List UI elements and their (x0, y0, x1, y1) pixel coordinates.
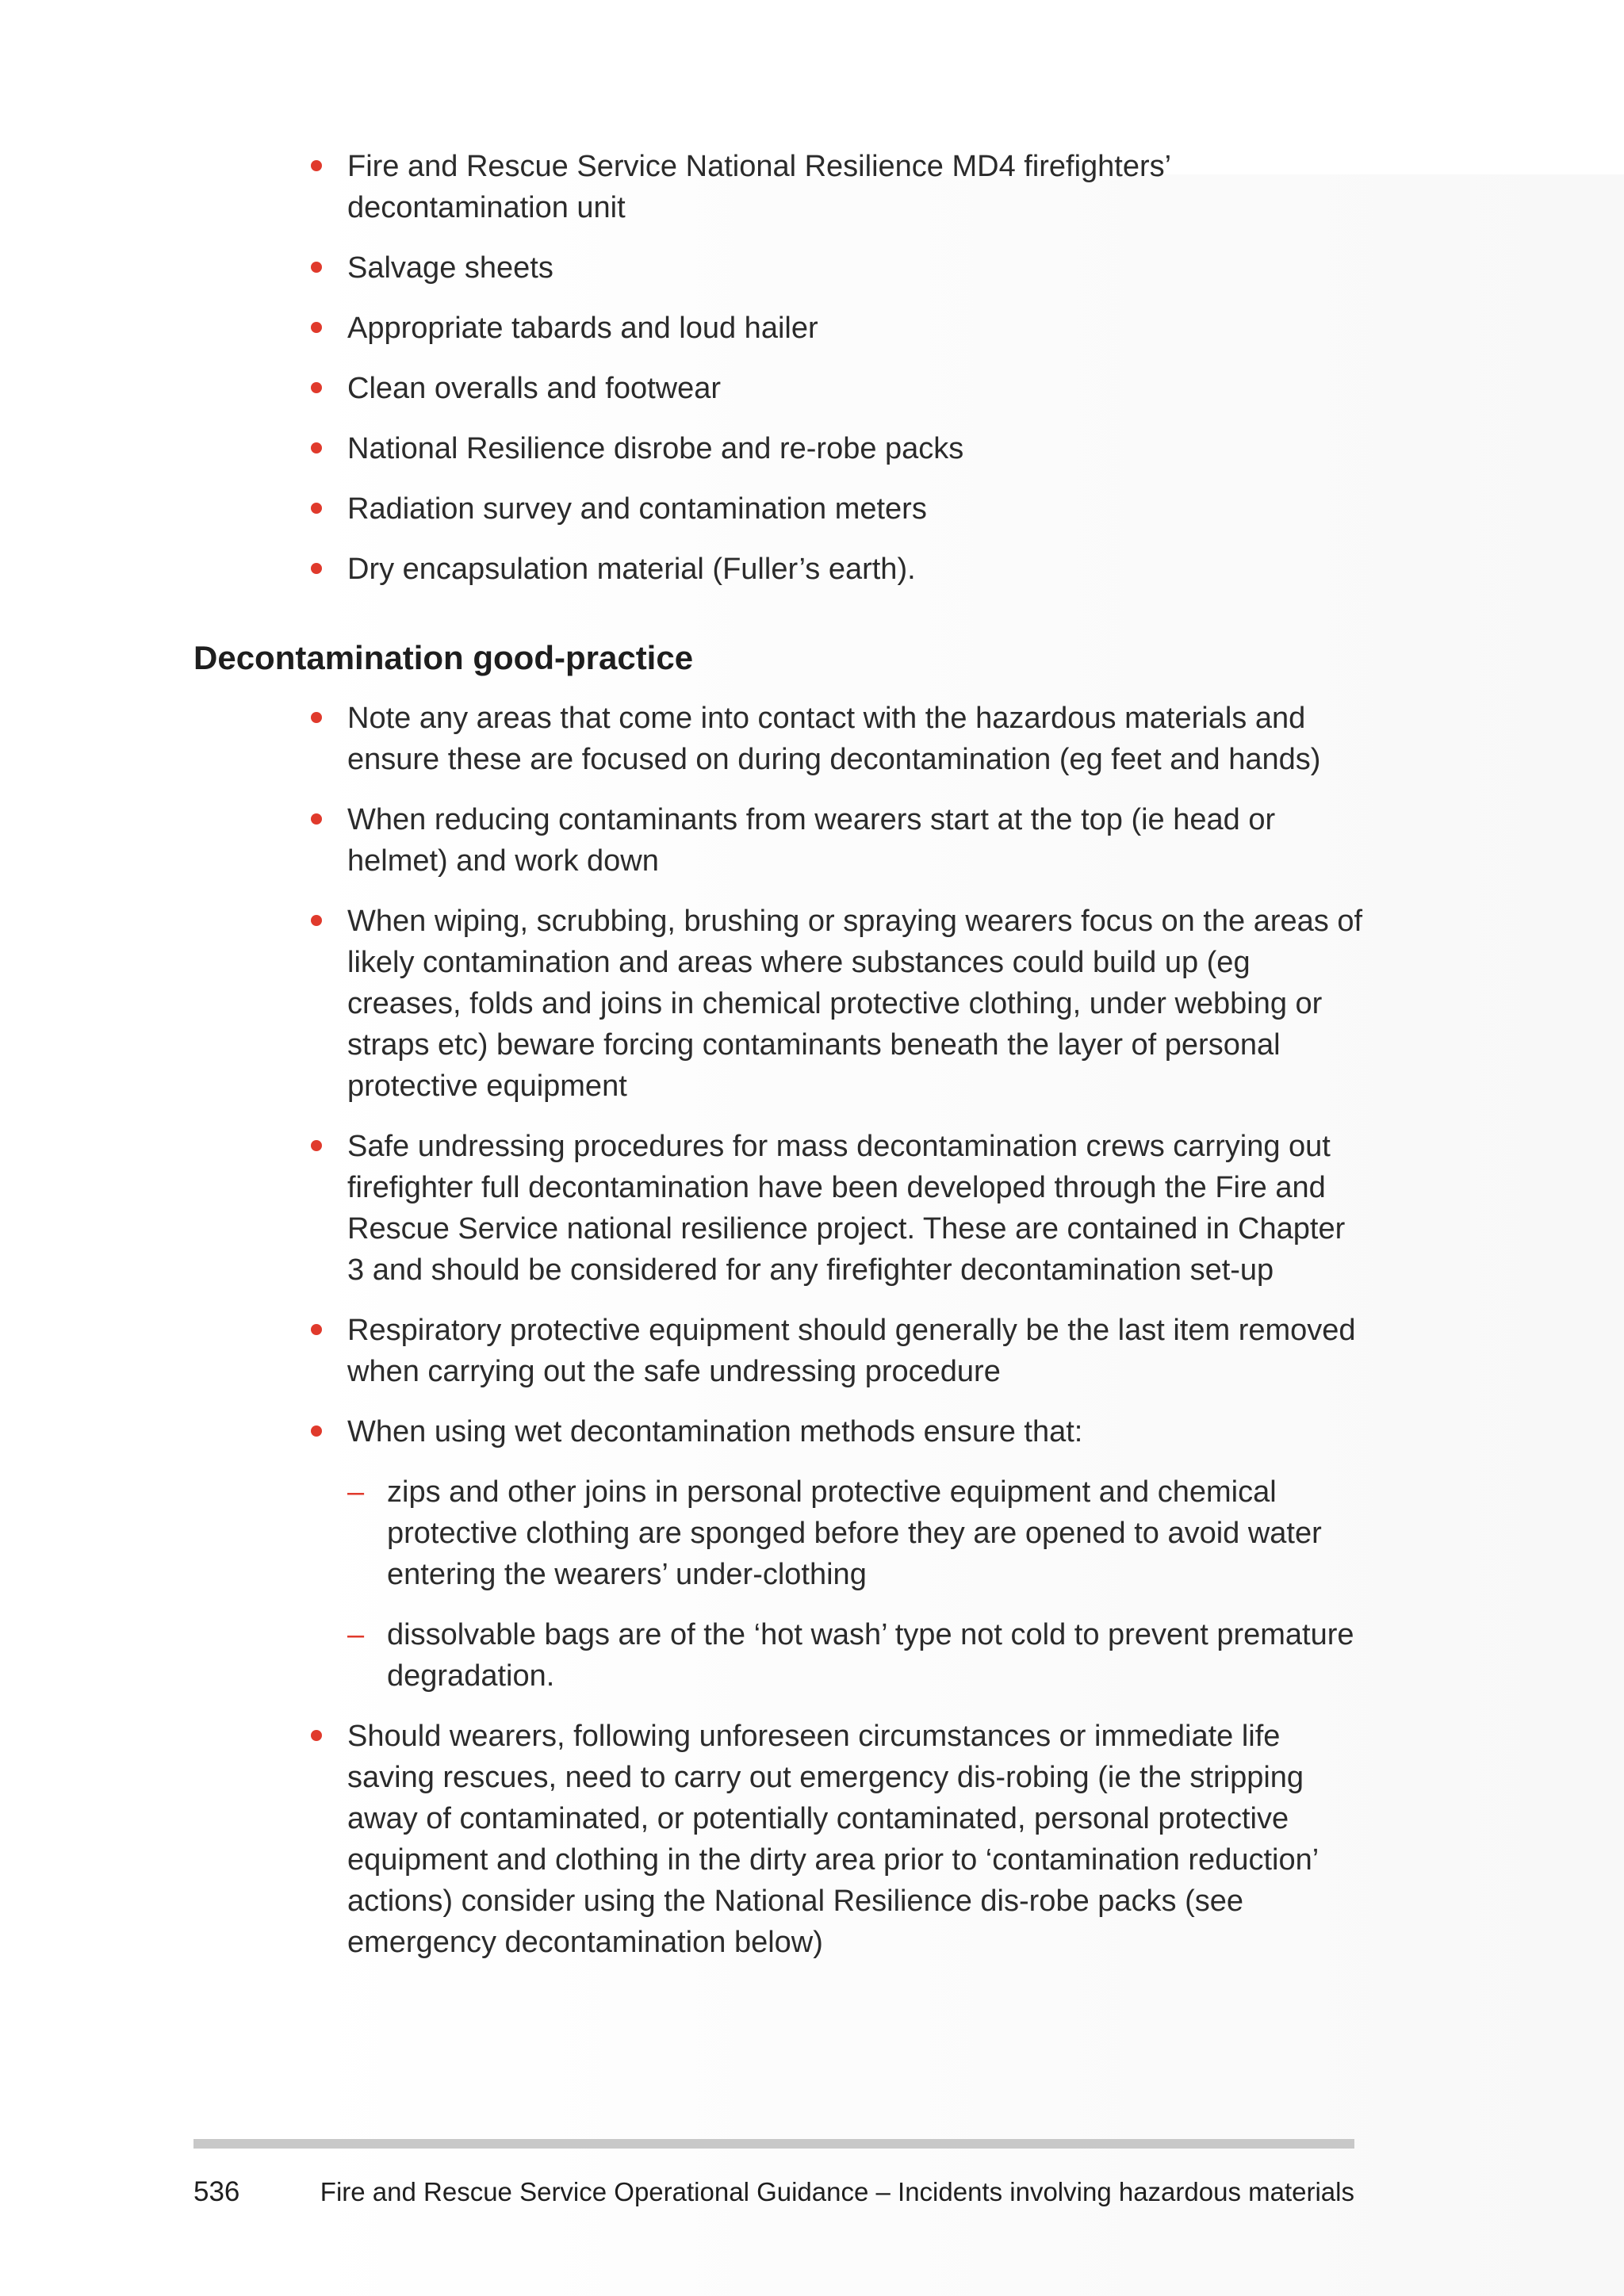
list-item (347, 1411, 1362, 1697)
sub-list-item-text: dissolvable bags are of the ‘hot wash’ type not cold to prevent premature degradation. (387, 1618, 1354, 1693)
list-item-text: When wiping, scrubbing, brushing or spraying wearers focus on the areas of likely contamination and areas where substances could build up (eg creases, folds and joins in chemical protective clothing, under webbing or straps etc) beware forcing contaminants beneath the layer of personal protective equipment (347, 905, 1363, 1103)
list-item-text: Salvage sheets (347, 251, 553, 285)
sub-list (347, 1471, 1362, 1697)
good-practice-list (347, 698, 1362, 1982)
list-item (347, 428, 1362, 469)
sub-list-item (347, 1471, 1362, 1595)
bullet-icon (311, 915, 322, 926)
bullet-icon (311, 563, 322, 574)
bullet-icon (311, 442, 322, 453)
list-item (347, 308, 1362, 349)
bullet-icon (311, 1324, 322, 1335)
dash-icon: – (347, 1618, 365, 1651)
list-item-text: Clean overalls and footwear (347, 372, 722, 405)
list-item (347, 1716, 1362, 1963)
list-item (347, 368, 1362, 409)
list-item-text: When reducing contaminants from wearers start at the top (ie head or helmet) and work down (347, 803, 1276, 878)
bullet-icon (311, 1425, 322, 1437)
list-item (347, 247, 1362, 289)
list-item-text: Radiation survey and contamination meters (347, 492, 927, 526)
bullet-icon (311, 813, 322, 825)
bullet-icon (311, 503, 322, 514)
list-item-text: Should wearers, following unforeseen circumstances or immediate life saving rescues, need to carry out emergency dis-robing (ie the stripping away of contaminated, or potentially contaminated, personal protective equipment and clothing in the dirty area prior to ‘contamination reduction’ actions) consider using the National Resilience dis-robe packs (see emergency decontamination below) (347, 1720, 1318, 1959)
list-item-text: Note any areas that come into contact with the hazardous materials and ensure these are focused on during decontamination (eg feet and hands) (347, 702, 1321, 776)
list-item-text: Fire and Rescue Service National Resilience MD4 firefighters’ decontamination unit (347, 150, 1170, 224)
sub-list-item (347, 1614, 1362, 1697)
dash-icon: – (347, 1475, 365, 1509)
bullet-icon (311, 1140, 322, 1151)
list-item-text: Safe undressing procedures for mass decontamination crews carrying out firefighter full decontamination have been developed through the Fire and Rescue Service national resilience project. These are contained in Chapter 3 and should be considered for any firefighter decontamination set-up (347, 1130, 1346, 1287)
bullet-icon (311, 382, 322, 393)
list-item (347, 698, 1362, 780)
list-item (347, 549, 1362, 590)
list-item-text: When using wet decontamination methods ensure that: (347, 1415, 1083, 1448)
sub-list-item-text: zips and other joins in personal protective equipment and chemical protective clothing are sponged before they are opened to avoid water entering the wearers’ under-clothing (387, 1475, 1322, 1591)
list-item (347, 488, 1362, 530)
footer-title: Fire and Rescue Service Operational Guidance – Incidents involving hazardous materials (320, 2177, 1354, 2206)
list-item-text: Appropriate tabards and loud hailer (347, 312, 818, 345)
bullet-icon (311, 1730, 322, 1741)
list-item (347, 799, 1362, 882)
list-item-text: National Resilience disrobe and re-robe packs (347, 432, 964, 465)
list-item-text: Respiratory protective equipment should generally be the last item removed when carrying out the safe undressing procedure (347, 1314, 1356, 1388)
bullet-icon (311, 160, 322, 171)
footer-divider (193, 2139, 1354, 2149)
equipment-list (347, 146, 1362, 609)
list-item (347, 1126, 1362, 1291)
list-item (347, 146, 1362, 228)
section-heading: Decontamination good-practice (193, 639, 694, 676)
page-number: 536 (193, 2176, 240, 2207)
list-item (347, 901, 1362, 1107)
bullet-icon (311, 262, 322, 273)
list-item (347, 1310, 1362, 1392)
bullet-icon (311, 322, 322, 333)
list-item-text: Dry encapsulation material (Fuller’s earth). (347, 553, 916, 586)
bullet-icon (311, 712, 322, 723)
